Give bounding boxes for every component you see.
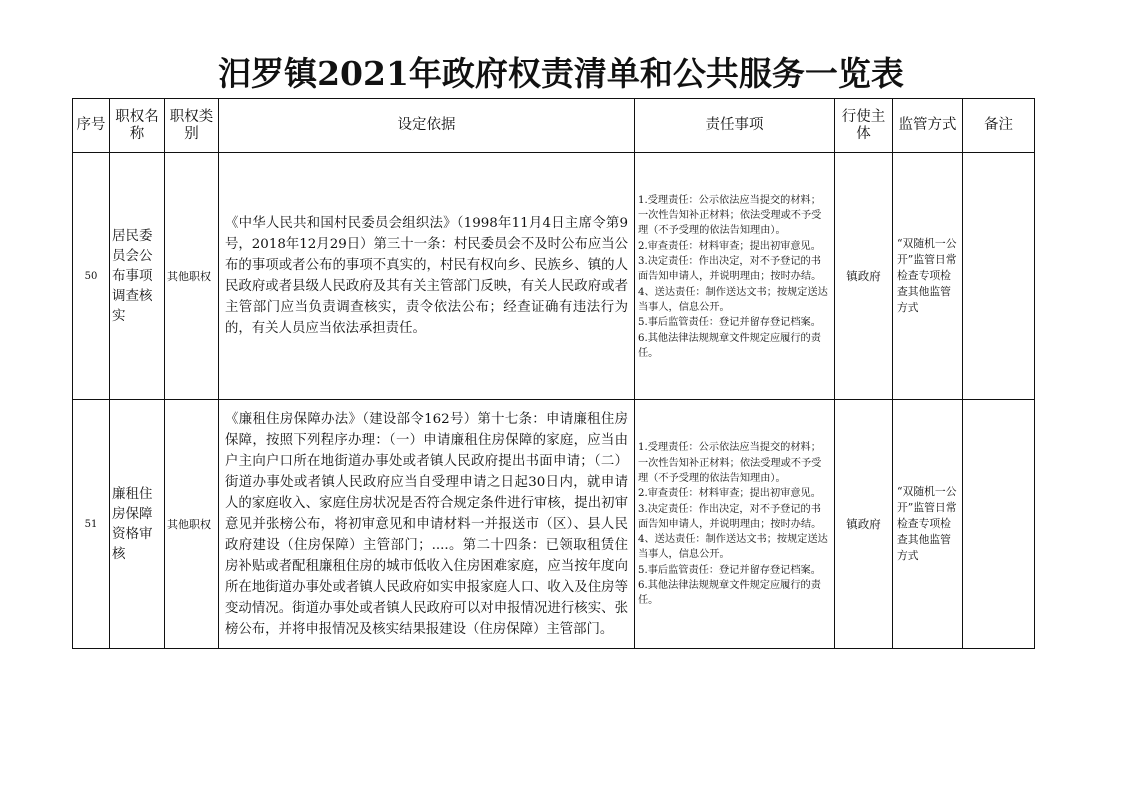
legal-basis: 《中华人民共和国村民委员会组织法》（1998年11月4日主席令第9号，2018年12月29日）第三十一条：村民委员会不及时公布应当公布的事项或者公布的事项不真实的，村民有权向乡、民族乡、镇的人民政府或者县级人民政府及其有关主管部门反映，有关人民政府或者主管部门应当负责调查核实，责令依法公布；经查证确有违法行为的，有关人员应当依法承担责任。 — [219, 153, 635, 400]
power-name: 居民委员会公布事项调查核实 — [110, 153, 165, 400]
power-type: 其他职权 — [165, 153, 219, 400]
power-type: 其他职权 — [165, 400, 219, 649]
page-title: 汨罗镇2021年政府权责清单和公共服务一览表 — [218, 54, 904, 93]
legal-basis: 《廉租住房保障办法》（建设部令162号）第十七条：申请廉租住房保障，按照下列程序办理：（一）申请廉租住房保障的家庭，应当由户主向户口所在地街道办事处或者镇人民政府提出书面申请；（二）街道办事处或者镇人民政府应当自受理申请之日起30日内，就申请人的家庭收入、家庭住房状况是否符合规定条件进行审核，提出初审意见并张榜公布，将初审意见和申请材料一并报送市（区）、县人民政府建设（住房保障）主管部门；....。第二十四条：已领取租赁住房补贴或者配租廉租住房的城市低收入住房困难家庭，应当按年度向所在地街道办事处或者镇人民政府如实申报家庭人口、收入及住房等变动情况。街道办事处或者镇人民政府可以对申报情况进行核实、张榜公布，并将申报情况及核实结果报建设（住房保障）主管部门。 — [219, 400, 635, 649]
row-number: 50 — [73, 153, 110, 400]
table-row — [73, 400, 1035, 649]
remarks — [963, 153, 1035, 400]
table-row — [73, 153, 1035, 400]
responsibility-item: 5.事后监管责任：登记并留存登记档案。 — [638, 317, 821, 329]
header-subject: 行使主体 — [835, 99, 893, 153]
responsibility-item: 3.决定责任：作出决定，对不予登记的书面告知申请人，并说明理由；按时办结。 — [638, 256, 822, 283]
supervision-method: “双随机一公开”监管日常检查专项检查其他监管方式 — [893, 153, 963, 400]
supervision-method: “双随机一公开”监管日常检查专项检查其他监管方式 — [893, 400, 963, 649]
header-no: 序号 — [73, 99, 110, 153]
header-basis: 设定依据 — [219, 99, 635, 153]
responsibility-items — [635, 400, 835, 649]
responsibility-item: 2.审查责任：材料审查；提出初审意见。 — [638, 488, 821, 500]
responsibility-item: 1.受理责任：公示依法应当提交的材料；一次性告知补正材料；依法受理或不予受理（不予受理的依法告知理由）。 — [638, 194, 822, 237]
responsibility-item: 4、送达责任：制作送达文书；按规定送达当事人，信息公开。 — [638, 534, 828, 561]
row-number: 51 — [73, 400, 110, 649]
responsibility-item: 1.受理责任：公示依法应当提交的材料；一次性告知补正材料；依法受理或不予受理（不予受理的依法告知理由）。 — [638, 442, 822, 484]
header-type: 职权类别 — [165, 99, 219, 153]
responsibility-item: 3.决定责任：作出决定，对不予登记的书面告知申请人，并说明理由；按时办结。 — [638, 503, 822, 530]
responsibility-item: 6.其他法律法规规章文件规定应履行的责任。 — [638, 580, 821, 607]
header-note: 备注 — [963, 99, 1035, 153]
remarks — [963, 400, 1035, 649]
responsibility-item: 5.事后监管责任：登记并留存登记档案。 — [638, 564, 821, 576]
responsibility-item: 2.审查责任：材料审查；提出初审意见。 — [638, 240, 821, 252]
executing-subject: 镇政府 — [835, 400, 893, 649]
power-name: 廉租住房保障资格审核 — [110, 400, 165, 649]
executing-subject: 镇政府 — [835, 153, 893, 400]
responsibility-items — [635, 153, 835, 400]
header-supervision: 监管方式 — [893, 99, 963, 153]
responsibility-item: 6.其他法律法规规章文件规定应履行的责任。 — [638, 332, 821, 359]
header-responsibility: 责任事项 — [635, 99, 835, 153]
responsibility-table — [72, 98, 1035, 649]
responsibility-item: 4、送达责任：制作送达文书；按规定送达当事人，信息公开。 — [638, 286, 828, 313]
header-row — [73, 99, 1035, 153]
header-name: 职权名称 — [110, 99, 165, 153]
